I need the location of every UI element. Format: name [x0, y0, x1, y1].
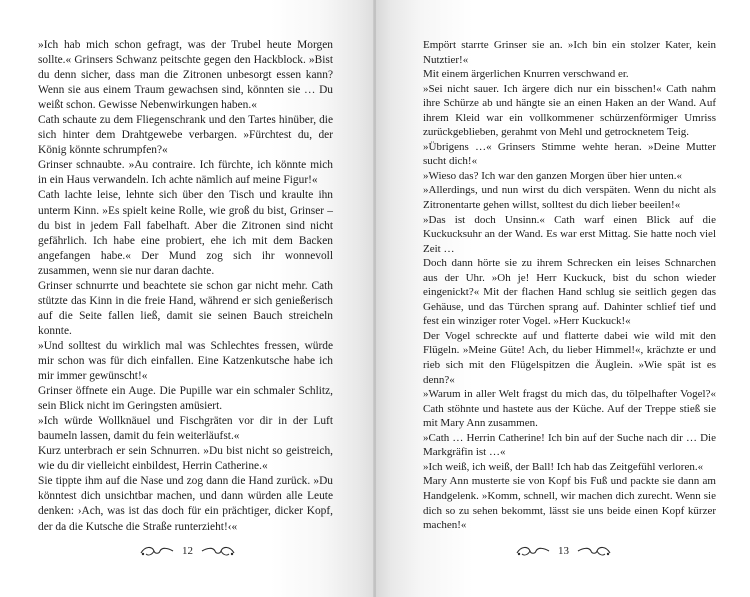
- paragraph: »Sei nicht sauer. Ich ärgere dich nur ein bisschen!« Cath nahm ihre Schürze ab und hängte sie an einen Haken an der Wand. Auf ihrem Kleid war ein vollkommener schürzenförmiger Umriss zurückgeblieben, gerahmt von Mehl und getrocknetem Teig.: [423, 82, 716, 139]
- paragraph: »Ich weiß, ich weiß, der Ball! Ich hab das Zeitgefühl verloren.«: [423, 460, 704, 473]
- page-number: 12: [182, 545, 193, 557]
- flourish-ornament-icon: [201, 545, 235, 557]
- flourish-ornament-icon: [516, 545, 550, 557]
- page-footer-left: [140, 545, 235, 557]
- paragraph: »Cath … Herrin Catherine! Ich bin auf der Suche nach dir … Die Markgräfin ist …«: [423, 431, 716, 459]
- paragraph: Cath schaute zu dem Fliegenschrank und den Tartes hinüber, die sich hinter dem Drahtgewebe verbargen. »Fürchtest du, der König könnte schrumpfen?«: [38, 114, 333, 157]
- paragraph: Grinser schnaubte. »Au contraire. Ich fürchte, ich könnte mich in ein Haus verwandeln. Ich achte nämlich auf meine Figur!«: [38, 159, 333, 187]
- paragraph: Mit einem ärgerlichen Knurren verschwand er.: [423, 68, 629, 81]
- paragraph: Grinser schnurrte und beachtete sie schon gar nicht mehr. Cath stützte das Kinn in die freie Hand, während er sich genießerisch auf die Seite fallen ließ, damit sie seinen Bauch streicheln konnte.: [38, 279, 333, 337]
- paragraph: »Warum in aller Welt fragst du mich das, du tölpelhafter Vogel?« Cath stöhnte und hastete aus der Küche. Auf der Treppe stieß sie mit Mary Ann zusammen.: [423, 388, 716, 430]
- flourish-ornament-icon: [140, 545, 174, 557]
- left-page-text: [38, 38, 333, 535]
- paragraph: Mary Ann musterte sie von Kopf bis Fuß und packte sie dann am Handgelenk. »Komm, schnell, wir machen dich zurecht. Wenn sie dich so zu sehen bekommt, lässt sie uns beide einen Kopf kürzer machen!«: [423, 475, 716, 532]
- right-page-text: [423, 38, 716, 533]
- page-footer-right: [516, 545, 611, 557]
- paragraph: Kurz unterbrach er sein Schnurren. »Du bist nicht so geistreich, wie du dir vielleicht einbildest, Herrin Catherine.«: [38, 445, 333, 473]
- paragraph: »Das ist doch Unsinn.« Cath warf einen Blick auf die Kuckucksuhr an der Wand. Es war erst Mittag. Sie hatte noch viel Zeit …: [423, 213, 716, 255]
- paragraph: »Ich würde Wollknäuel und Fischgräten vor dir in der Luft baumeln lassen, damit du fein weiterläufst.«: [38, 415, 333, 443]
- paragraph: »Und solltest du wirklich mal was Schlechtes fressen, würde mir schon was für dich einfallen. Eine Katzenkutsche habe ich mir immer gewünscht!«: [38, 339, 333, 383]
- paragraph: Cath lachte leise, lehnte sich über den Tisch und kraulte ihn unterm Kinn. »Es spielt keine Rolle, wie groß du bist, Grinser – du bist in jedem Fall fabelhaft. Aber die Zitronen sind nicht gefährlich. Ich habe eine probiert, ehe ich mit dem Backen angefangen habe.« Der Mund zog sich ihr wonnevoll zusammen, wenn sie nur daran dachte.: [38, 189, 333, 277]
- paragraph: Der Vogel schreckte auf und flatterte dabei wie wild mit den Flügeln. »Meine Güte! Ach, du lieber Himmel!«, krächzte er und rieb sich mit den Flügelspitzen die Äuglein. »Wie spät ist es denn?«: [423, 329, 716, 386]
- paragraph: »Übrigens …« Grinsers Stimme wehte heran. »Deine Mutter sucht dich!«: [423, 140, 716, 168]
- paragraph: Sie tippte ihm auf die Nase und zog dann die Hand zurück. »Du könntest dich unsichtbar machen, und dann würden alle Leute denken: ›Ach, was ist das doch für ein prächtiger, dicker Kopf, der da die Kutsche die Straße runterzieht!‹«: [38, 475, 333, 533]
- paragraph: »Wieso das? Ich war den ganzen Morgen über hier unten.«: [423, 169, 682, 182]
- flourish-ornament-icon: [577, 545, 611, 557]
- paragraph: Empört starrte Grinser sie an. »Ich bin ein stolzer Kater, kein Nutztier!«: [423, 39, 716, 66]
- paragraph: Grinser öffnete ein Auge. Die Pupille war ein schmaler Schlitz, sein Blick nicht im Geringsten amüsiert.: [38, 385, 333, 413]
- paragraph: »Ich hab mich schon gefragt, was der Trubel heute Morgen sollte.« Grinsers Schwanz peitschte gegen den Hackblock. »Bist du denn sicher, dass man die Zitronen unbesorgt essen kann? Wenn sie aus einem Traum gewachsen sind, könnten sie … Du weißt schon. Gewisse Nebenwirkungen haben.«: [38, 39, 333, 112]
- page-number: 13: [558, 545, 569, 557]
- right-page: [376, 0, 750, 597]
- paragraph: »Allerdings, und nun wirst du dich verspäten. Wenn du nicht als Zitronentarte gehen willst, solltest du dich lieber beeilen!«: [423, 184, 716, 212]
- paragraph: Doch dann hörte sie zu ihrem Schrecken ein leises Schnarchen aus der Uhr. »Oh je! Herr Kuckuck, bist du schon wieder eingenickt?« Mit der flachen Hand schlug sie seitlich gegen das Gehäuse, und das Türchen sprang auf. Dahinter schlief tief und fest ein winziger roter Vogel. »Herr Kuckuck!«: [423, 257, 716, 328]
